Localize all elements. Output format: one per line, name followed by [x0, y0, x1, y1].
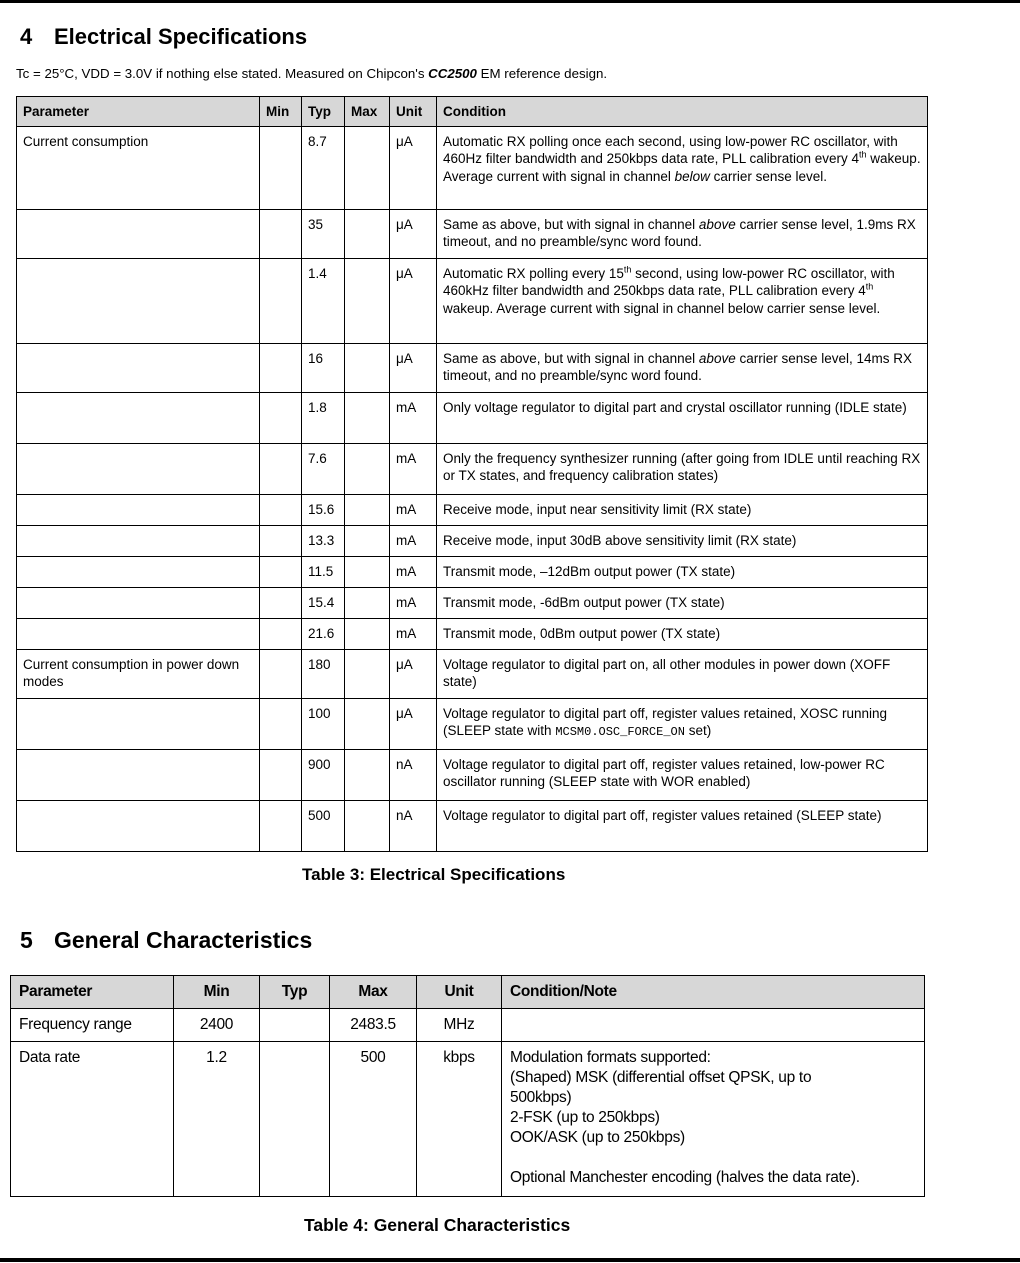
cell-condition: [502, 1009, 925, 1042]
cell-max: [345, 343, 390, 392]
cell-condition: Transmit mode, -6dBm output power (TX state): [437, 587, 928, 618]
condition-text: Automatic RX polling every 15: [443, 265, 624, 281]
cell-min: [260, 525, 302, 556]
cell-max: [345, 525, 390, 556]
cell-min: [260, 749, 302, 800]
cell-min: [260, 443, 302, 494]
cell-typ: 15.4: [302, 587, 345, 618]
condition-text: wakeup. Average current with signal in channel below carrier sense level.: [443, 300, 881, 316]
general-characteristics-table: [10, 975, 925, 1197]
condition-text: Voltage regulator to digital part off, register values retained, XOSC running (SLEEP state with: [443, 705, 888, 738]
cell-parameter: [17, 258, 260, 343]
table-row: [11, 1009, 925, 1042]
cell-min: [260, 126, 302, 209]
cell-condition: Receive mode, input near sensitivity limit (RX state): [437, 494, 928, 525]
col-header-condition-note: Condition/Note: [502, 976, 925, 1009]
condition-line: (Shaped) MSK (differential offset QPSK, up to: [510, 1069, 812, 1086]
col-header-unit: Unit: [390, 97, 437, 127]
cell-typ: 21.6: [302, 618, 345, 649]
condition-text: carrier sense level, 1.9ms RX timeout, and no preamble/sync word found.: [443, 216, 916, 249]
cell-unit: mA: [390, 618, 437, 649]
cell-condition: [437, 258, 928, 343]
cell-unit: nA: [390, 800, 437, 851]
col-header-max: Max: [345, 97, 390, 127]
cell-max: [345, 618, 390, 649]
table-row: [17, 258, 928, 343]
section-title: Electrical Specifications: [54, 24, 308, 49]
cell-parameter: [17, 209, 260, 258]
condition-text: carrier sense level.: [709, 168, 827, 184]
cell-unit: μA: [390, 126, 437, 209]
cell-condition: [437, 343, 928, 392]
cell-min: 1.2: [174, 1042, 260, 1197]
cell-unit: μA: [390, 698, 437, 749]
cell-unit: mA: [390, 392, 437, 443]
cell-max: [345, 494, 390, 525]
measurement-note: [16, 66, 607, 81]
condition-line: OOK/ASK (up to 250kbps): [510, 1129, 685, 1146]
cell-typ: 500: [302, 800, 345, 851]
cell-condition: [437, 698, 928, 749]
condition-text: second, using low-power RC oscillator, with 460kHz filter bandwidth and 250kbps data rate, PLL calibration every 4: [443, 265, 895, 298]
cell-parameter: [17, 494, 260, 525]
col-header-parameter: Parameter: [11, 976, 174, 1009]
table-4-caption: Table 4: General Characteristics: [304, 1215, 571, 1235]
register-name: MCSM0.OSC_FORCE_ON: [555, 725, 685, 739]
col-header-parameter: Parameter: [17, 97, 260, 127]
cell-unit: mA: [390, 525, 437, 556]
cell-max: [345, 800, 390, 851]
section-title: General Characteristics: [54, 927, 313, 953]
note-text-end: EM reference design.: [476, 66, 608, 81]
cell-parameter: [17, 618, 260, 649]
section-number: 5: [20, 927, 33, 953]
condition-text: set): [684, 723, 712, 738]
cell-condition: Voltage regulator to digital part off, register values retained, low-power RC oscillator running (SLEEP state with WOR enabled): [437, 749, 928, 800]
section-number: 4: [20, 24, 33, 49]
table-row: [17, 618, 928, 649]
cell-max: [345, 258, 390, 343]
table-3-caption: Table 3: Electrical Specifications: [302, 865, 566, 884]
cell-typ: 8.7: [302, 126, 345, 209]
condition-line: Modulation formats supported:: [510, 1049, 711, 1066]
cell-typ: [260, 1042, 330, 1197]
section-4-heading: [20, 24, 307, 50]
cell-parameter: [17, 800, 260, 851]
table-row: [11, 1042, 925, 1197]
table-row: [17, 443, 928, 494]
table-row: [17, 126, 928, 209]
condition-text: carrier sense level, 14ms RX timeout, and no preamble/sync word found.: [443, 350, 913, 383]
cell-unit: mA: [390, 587, 437, 618]
col-header-min: Min: [174, 976, 260, 1009]
table-row: [17, 556, 928, 587]
cell-parameter: [17, 556, 260, 587]
spacer: [510, 1148, 916, 1168]
cell-min: [260, 649, 302, 698]
col-header-condition: Condition: [437, 97, 928, 127]
cell-min: [260, 800, 302, 851]
cell-max: [345, 649, 390, 698]
cell-unit: μA: [390, 209, 437, 258]
cell-max: 500: [330, 1042, 417, 1197]
cell-unit: μA: [390, 649, 437, 698]
table-header-row: [17, 97, 928, 127]
cell-condition: Transmit mode, –12dBm output power (TX state): [437, 556, 928, 587]
cell-parameter: [17, 392, 260, 443]
cell-typ: 180: [302, 649, 345, 698]
cell-parameter: Current consumption: [17, 126, 260, 209]
table-row: [17, 343, 928, 392]
cell-max: [345, 698, 390, 749]
cell-max: [345, 126, 390, 209]
cell-min: [260, 258, 302, 343]
table-row: [17, 698, 928, 749]
col-header-unit: Unit: [417, 976, 502, 1009]
electrical-specifications-table: [16, 96, 928, 852]
cell-min: [260, 587, 302, 618]
condition-line: 500kbps): [510, 1089, 572, 1106]
cell-parameter: [17, 698, 260, 749]
cell-max: [345, 587, 390, 618]
table-row: [17, 525, 928, 556]
cell-condition: [437, 209, 928, 258]
cell-parameter: Frequency range: [11, 1009, 174, 1042]
cell-parameter: Data rate: [11, 1042, 174, 1197]
table-row: [17, 800, 928, 851]
condition-text: Automatic RX polling once each second, using low-power RC oscillator, with 460Hz filter bandwidth and 250kbps data rate, PLL calibration every 4: [443, 133, 898, 166]
cell-typ: 900: [302, 749, 345, 800]
table-row: [17, 209, 928, 258]
cell-condition: Voltage regulator to digital part on, all other modules in power down (XOFF state): [437, 649, 928, 698]
condition-emphasis: above: [698, 216, 736, 232]
cell-min: 2400: [174, 1009, 260, 1042]
cell-condition: Only the frequency synthesizer running (after going from IDLE until reaching RX or TX states, and frequency calibration states): [437, 443, 928, 494]
cell-unit: μA: [390, 258, 437, 343]
condition-emphasis: above: [698, 350, 736, 366]
cell-condition: Receive mode, input 30dB above sensitivity limit (RX state): [437, 525, 928, 556]
condition-text: wakeup. Average current with signal in channel: [443, 151, 921, 184]
cell-condition: Voltage regulator to digital part off, register values retained (SLEEP state): [437, 800, 928, 851]
cell-min: [260, 494, 302, 525]
col-header-max: Max: [330, 976, 417, 1009]
cell-condition: Only voltage regulator to digital part and crystal oscillator running (IDLE state): [437, 392, 928, 443]
note-text: Tc = 25°C, VDD = 3.0V if nothing else stated. Measured on Chipcon's: [16, 66, 429, 81]
cell-max: [345, 392, 390, 443]
cell-parameter: [17, 525, 260, 556]
cell-min: [260, 392, 302, 443]
cell-parameter: [17, 587, 260, 618]
cell-unit: mA: [390, 443, 437, 494]
table-row: [17, 649, 928, 698]
table-row: [17, 494, 928, 525]
condition-emphasis: below: [674, 168, 710, 184]
cell-parameter: [17, 749, 260, 800]
col-header-typ: Typ: [302, 97, 345, 127]
cell-unit: μA: [390, 343, 437, 392]
cell-typ: 35: [302, 209, 345, 258]
cell-max: [345, 443, 390, 494]
table-row: [17, 749, 928, 800]
table-row: [17, 392, 928, 443]
col-header-typ: Typ: [260, 976, 330, 1009]
cell-min: [260, 556, 302, 587]
cell-unit: kbps: [417, 1042, 502, 1197]
condition-text: Same as above, but with signal in channel: [443, 350, 699, 366]
ordinal-suffix: th: [865, 281, 874, 292]
cell-typ: 7.6: [302, 443, 345, 494]
cell-condition: [502, 1042, 925, 1197]
table-row: [17, 587, 928, 618]
cell-unit: mA: [390, 556, 437, 587]
cell-typ: 1.8: [302, 392, 345, 443]
ordinal-suffix: th: [859, 149, 867, 160]
cell-min: [260, 618, 302, 649]
ordinal-suffix: th: [623, 264, 632, 274]
cell-parameter: Current consumption in power down modes: [17, 649, 260, 698]
cell-max: [345, 749, 390, 800]
table-header-row: [11, 976, 925, 1009]
condition-line: Optional Manchester encoding (halves the data rate).: [510, 1169, 860, 1186]
cell-typ: 100: [302, 698, 345, 749]
cell-max: [345, 209, 390, 258]
cell-min: [260, 343, 302, 392]
cell-typ: 15.6: [302, 494, 345, 525]
bottom-rule: [0, 1258, 1020, 1262]
col-header-min: Min: [260, 97, 302, 127]
cell-typ: 13.3: [302, 525, 345, 556]
top-rule: [0, 0, 1020, 3]
cell-typ: 1.4: [302, 258, 345, 343]
cell-condition: Transmit mode, 0dBm output power (TX state): [437, 618, 928, 649]
cell-typ: [260, 1009, 330, 1042]
cell-condition: [437, 126, 928, 209]
cell-typ: 16: [302, 343, 345, 392]
condition-line: 2-FSK (up to 250kbps): [510, 1109, 660, 1126]
section-5-heading: [20, 927, 312, 954]
chip-name: CC2500: [428, 66, 477, 81]
cell-min: [260, 209, 302, 258]
cell-max: 2483.5: [330, 1009, 417, 1042]
cell-unit: nA: [390, 749, 437, 800]
cell-parameter: [17, 443, 260, 494]
cell-unit: mA: [390, 494, 437, 525]
cell-max: [345, 556, 390, 587]
condition-text: Same as above, but with signal in channel: [443, 216, 699, 232]
cell-parameter: [17, 343, 260, 392]
cell-min: [260, 698, 302, 749]
cell-typ: 11.5: [302, 556, 345, 587]
cell-unit: MHz: [417, 1009, 502, 1042]
